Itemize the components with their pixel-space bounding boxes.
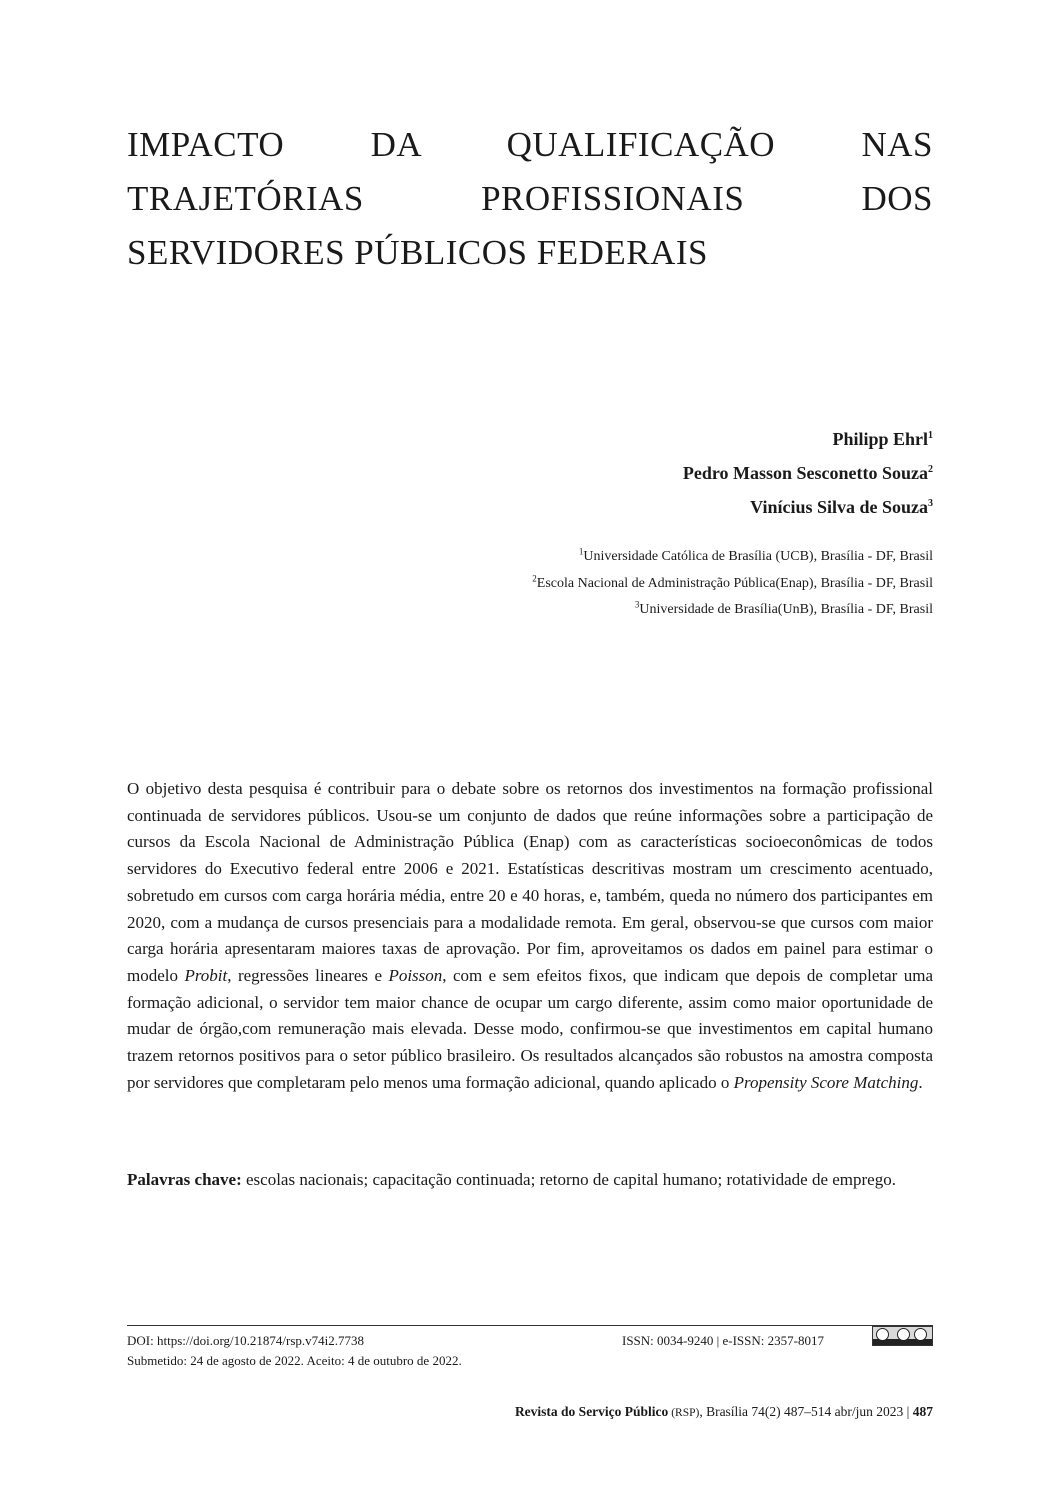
term-probit: Probit <box>184 965 228 985</box>
author-3: Vinícius Silva de Souza$^3$ <box>750 497 933 517</box>
affiliation-1: $^1$Universidade Católica de Brasília (UCB), Brasília - DF, Brasil <box>578 546 933 564</box>
term-psm: Propensity Score Matching <box>733 1072 919 1092</box>
abstract: O objetivo desta pesquisa é contribuir para o debate sobre os retornos dos investimentos na formação profissional continuada de servidores públicos. Usou-se um conjunto de dados que reúne informações sobre a participação de cursos da Escola Nacional de Administração Pública (Enap) com as características socioeconômicas de todos servidores do Executivo federal entre 2006 e 2021. Estatísticas descritivas mostram um crescimento acentuado, sobretudo em cursos com carga horária média, entre 20 e 40 horas, e, também, queda no número dos participantes em 2020, com a mudança de cursos presenciais para a modalidade remota. Em geral, observou-se que cursos com maior carga horária apresentaram maiores taxas de aprovação. Por fim, aproveitamos os dados em painel para estimar o modelo Probit, regressões lineares e Poisson, com e sem efeitos fixos, que indicam que depois de completar uma formação adicional, o servidor tem maior chance de ocupar um cargo diferente, assim como maior oportunidade de mudar de órgão,com remuneração mais elevada. Desse modo, confirmou-se que investimentos em capital humano trazem retornos positivos para o setor público brasileiro. Os resultados alcançados são robustos na amostra composta por servidores que completaram pelo menos uma formação adicional, quando aplicado o Propensity Score Matching. <box>127 779 933 1092</box>
keywords <box>127 1167 933 1194</box>
footer-info <box>127 1331 462 1371</box>
term-poisson: Poisson <box>388 965 443 985</box>
running-footer: Revista do Serviço Público (RSP), Brasília 74(2) 487–514 abr/jun 2023 | 487 <box>514 1404 933 1419</box>
author-1: Philipp Ehrl$^1$ <box>832 429 933 449</box>
affiliation-3: $^3$Universidade de Brasília(UnB), Brasília - DF, Brasil <box>634 599 933 617</box>
keywords-label: Palavras chave: <box>127 1170 242 1189</box>
author-2: Pedro Masson Sesconetto Souza$^2$ <box>682 463 933 483</box>
author-list <box>683 422 933 524</box>
page-number: 487 <box>912 1404 933 1419</box>
footer-divider <box>127 1325 933 1326</box>
issn: ISSN: 0034-9240 | e-ISSN: 2357-8017 <box>622 1333 824 1348</box>
keywords-text: escolas nacionais; capacitação continuada; retorno de capital humano; rotatividade de emprego. <box>241 1170 896 1189</box>
submission-dates: Submetido: 24 de agosto de 2022. Aceito: 4 de outubro de 2022. <box>127 1353 462 1368</box>
doi-link[interactable]: DOI: https://doi.org/10.21874/rsp.v74i2.7738 <box>127 1333 365 1348</box>
cc-by-nc-icon[interactable] <box>872 1326 933 1346</box>
affiliation-2: $^2$Escola Nacional de Administração Pública(Enap), Brasília - DF, Brasil <box>532 572 933 591</box>
paper-title: IMPACTO DA QUALIFICAÇÃO NAS TRAJETÓRIAS PROFISSIONAIS DOS SERVIDORES PÚBLICOS FEDERAIS <box>127 125 933 272</box>
affiliation-list <box>532 544 933 624</box>
journal-name: Revista do Serviço Público <box>514 1404 669 1419</box>
